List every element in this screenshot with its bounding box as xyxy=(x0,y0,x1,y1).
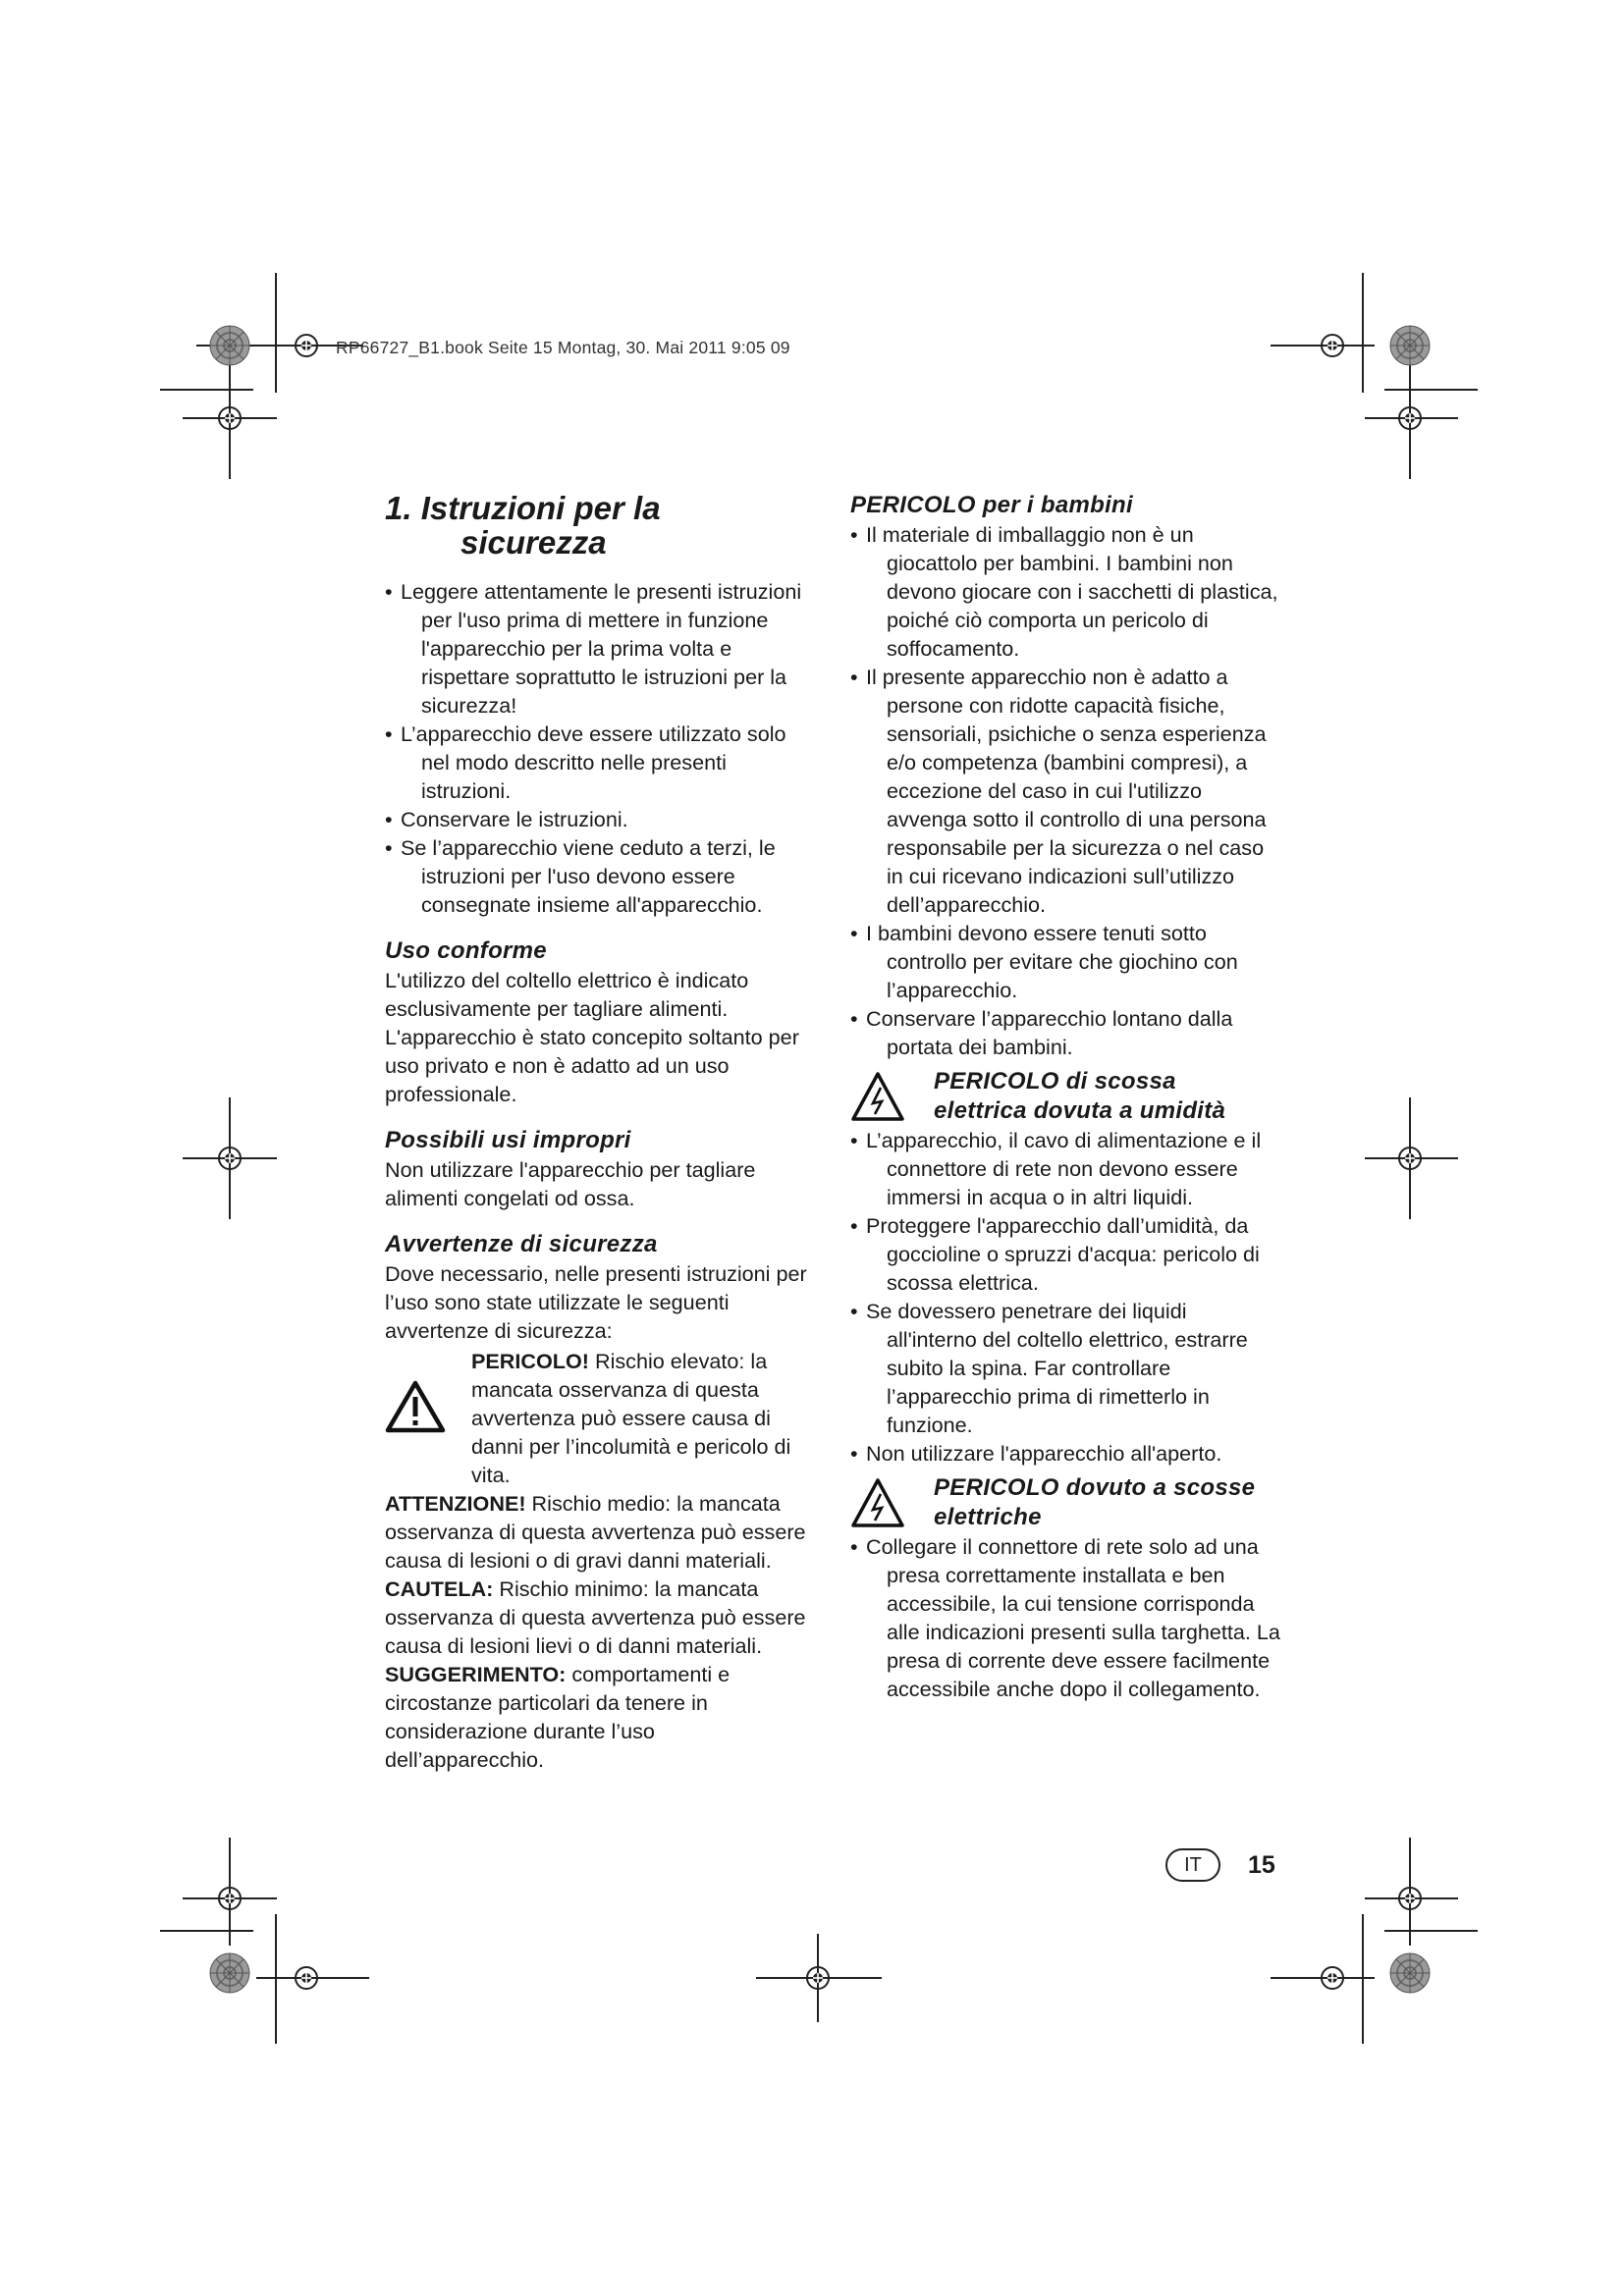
list-item: • Il presente apparecchio non è adatto a persone con ridotte capacità fisiche, sensoriali, psichiche o senza esperienza e/o competenza (bambini compresi), a eccezione del caso in cui l'utilizzo avvenga sotto il controllo di una persona responsabile per la sicurezza o nel caso in cui ricevano indicazioni sull’utilizzo dell’apparecchio. xyxy=(850,665,1267,917)
list-item: • Leggere attentamente le presenti istruzioni per l'uso prima di mettere in funzione l'apparecchio per la prima volta e rispettare soprattutto le istruzioni per la sicurezza! xyxy=(385,579,802,718)
cautela-label: CAUTELA: xyxy=(385,1576,494,1601)
safety-warnings-heading: Avvertenze di sicurezza xyxy=(385,1231,658,1257)
list-item: • L’apparecchio, il cavo di alimentazione e il connettore di rete non devono essere immersi in acqua o in altri liquidi. xyxy=(850,1128,1262,1209)
children-bullet-list xyxy=(850,520,1282,1061)
list-item: • Conservare le istruzioni. xyxy=(385,807,628,831)
intro-bullet-list xyxy=(385,577,817,919)
moisture-danger-heading: PERICOLO di scossa elettrica dovuta a umidità xyxy=(934,1068,1226,1124)
safety-warnings-intro: Dove necessario, nelle presenti istruzioni per l’uso sono state utilizzate le seguenti avvertenze di sicurezza: xyxy=(385,1261,807,1343)
shock-danger-header xyxy=(850,1473,1282,1532)
improper-use-heading: Possibili usi impropri xyxy=(385,1127,631,1153)
color-registration-target-icon xyxy=(210,326,249,365)
list-item: • L’apparecchio deve essere utilizzato solo nel modo descritto nelle presenti istruzioni. xyxy=(385,721,786,803)
suggerimento-label: SUGGERIMENTO: xyxy=(385,1662,567,1686)
suggerimento-definition: SUGGERIMENTO: comportamenti e circostanze particolari da tenere in considerazione durante l’uso dell’apparecchio. xyxy=(385,1662,731,1772)
left-column xyxy=(385,491,817,1774)
page-footer xyxy=(1165,1848,1275,1882)
moisture-danger-header xyxy=(850,1067,1282,1126)
shock-danger-heading: PERICOLO dovuto a scosse elettriche xyxy=(934,1474,1256,1530)
list-item: • Il materiale di imballaggio non è un giocattolo per bambini. I bambini non devono giocare con i sacchetti di plastica, poiché ciò comporta un pericolo di soffocamento. xyxy=(850,522,1278,661)
page-number: 15 xyxy=(1248,1850,1275,1879)
shock-bullet-list xyxy=(850,1532,1282,1703)
attenzione-definition: ATTENZIONE! Rischio medio: la mancata osservanza di questa avvertenza può essere causa di lesioni o di gravi danni materiali. xyxy=(385,1491,806,1573)
moisture-bullet-list xyxy=(850,1126,1282,1468)
color-registration-target-icon xyxy=(210,1953,249,1993)
language-badge: IT xyxy=(1165,1848,1220,1882)
list-item: • I bambini devono essere tenuti sotto controllo per evitare che giochino con l’apparecchio. xyxy=(850,921,1238,1002)
page-title xyxy=(385,491,817,560)
list-item: • Proteggere l'apparecchio dall’umidità, da goccioline o spruzzi d'acqua: pericolo di scossa elettrica. xyxy=(850,1213,1260,1295)
color-registration-target-icon xyxy=(1390,1953,1430,1993)
pericolo-label: PERICOLO! xyxy=(471,1349,589,1373)
list-item: • Conservare l’apparecchio lontano dalla portata dei bambini. xyxy=(850,1006,1233,1059)
children-danger-heading: PERICOLO per i bambini xyxy=(850,492,1133,518)
list-item: • Se dovessero penetrare dei liquidi all'interno del coltello elettrico, estrarre subito la spina. Far controllare l’apparecchio prima di rimetterlo in funzione. xyxy=(850,1299,1248,1437)
right-column xyxy=(850,491,1282,1703)
page-title-line1: 1. Istruzioni per la xyxy=(385,490,661,526)
pericolo-warning-block xyxy=(385,1347,817,1489)
warning-triangle-icon xyxy=(385,1380,446,1433)
cautela-definition: CAUTELA: Rischio minimo: la mancata osservanza di questa avvertenza può essere causa di lesioni lievi o di danni materiali. xyxy=(385,1576,806,1658)
list-item: • Non utilizzare l'apparecchio all'aperto. xyxy=(850,1441,1222,1466)
print-header: RP66727_B1.book Seite 15 Montag, 30. Mai 2011 9:05 09 xyxy=(336,338,790,357)
list-item: • Se l’apparecchio viene ceduto a terzi, le istruzioni per l'uso devono essere consegnate insieme all'apparecchio. xyxy=(385,835,776,917)
electric-hazard-icon xyxy=(850,1477,905,1528)
page-title-line2: sicurezza xyxy=(460,524,607,561)
uso-conforme-text: L'utilizzo del coltello elettrico è indicato esclusivamente per tagliare alimenti. L'apparecchio è stato concepito soltanto per uso privato e non è adatto ad un uso professionale. xyxy=(385,968,799,1106)
color-registration-target-icon xyxy=(1390,326,1430,365)
improper-use-text: Non utilizzare l'apparecchio per tagliare alimenti congelati od ossa. xyxy=(385,1157,756,1210)
attenzione-label: ATTENZIONE! xyxy=(385,1491,526,1516)
pericolo-definition: PERICOLO! Rischio elevato: la mancata osservanza di questa avvertenza può essere causa di danni per l’incolumità e pericolo di vita. xyxy=(471,1349,791,1487)
uso-conforme-heading: Uso conforme xyxy=(385,937,547,964)
electric-hazard-icon xyxy=(850,1071,905,1122)
list-item: • Collegare il connettore di rete solo ad una presa correttamente installata e ben accessibile, la cui tensione corrisponda alle indicazioni presenti sulla targhetta. La presa di corrente deve essere facilmente accessibile anche dopo il collegamento. xyxy=(850,1534,1280,1701)
